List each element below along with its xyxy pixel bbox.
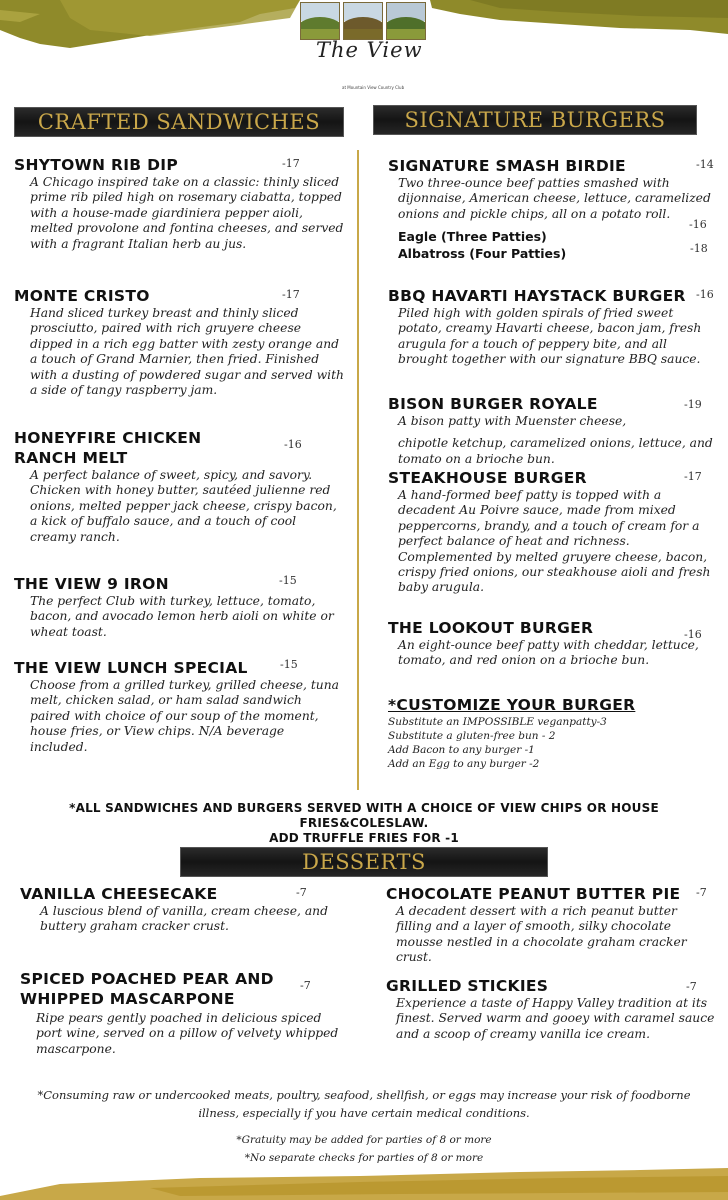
item-name: SPICED POACHED PEAR AND WHIPPED MASCARPONE <box>20 970 274 1008</box>
item-description: A perfect balance of sweet, spicy, and savory. Chicken with honey butter, sautéed julienne red onions, melted pepper jack cheese, crispy bacon, a kick of buffalo sauce, and a touch of cool creamy ranch. <box>30 468 337 544</box>
item-name: BBQ HAVARTI HAYSTACK BURGER <box>388 287 686 305</box>
item-price: -16 <box>696 288 714 301</box>
section-title: SIGNATURE BURGERS <box>404 108 666 132</box>
item-price: -14 <box>696 158 714 171</box>
item-price: -17 <box>684 470 702 483</box>
footer-checks: *No separate checks for parties of 8 or more <box>244 1152 484 1164</box>
menu-item <box>386 884 716 966</box>
section-banner-sandwiches <box>14 107 344 137</box>
section-title: DESSERTS <box>302 850 426 874</box>
item-description: A decadent dessert with a rich peanut butter filling and a layer of smooth, silky chocolate mousse nestled in a chocolate graham cracker crust. <box>396 904 687 965</box>
item-description: Ripe pears gently poached in delicious spiced port wine, served on a pillow of velvety whipped mascarpone. <box>36 1011 339 1056</box>
customize-burger <box>388 695 714 771</box>
section-banner-desserts <box>180 847 548 877</box>
item-description: Piled high with golden spirals of fried sweet potato, creamy Havarti cheese, bacon jam, fresh arugula for a touch of peppery bite, and all brought together with our signature BBQ sauce. <box>398 306 702 367</box>
item-name: THE LOOKOUT BURGER <box>388 619 594 637</box>
served-note-line: *ALL SANDWICHES AND BURGERS SERVED WITH A CHOICE OF VIEW CHIPS OR HOUSE <box>69 801 659 815</box>
burger-option: Albatross (Four Patties) <box>398 246 567 262</box>
served-note-line: ADD TRUFFLE FRIES FOR -1 <box>269 831 459 845</box>
menu-item <box>388 394 714 467</box>
item-price: -16 <box>284 438 302 451</box>
logo-subtitle: at Mountain View Country Club <box>342 85 405 90</box>
item-name: SIGNATURE SMASH BIRDIE <box>388 157 626 175</box>
item-price: -17 <box>282 157 300 170</box>
served-note <box>0 801 728 846</box>
item-name: THE VIEW LUNCH SPECIAL <box>14 659 248 677</box>
item-description: Hand sliced turkey breast and thinly sliced prosciutto, paired with rich gruyere cheese dipped in a rich egg batter with zesty orange and a touch of Grand Marnier, then fried. Finished with a dusting of powdered sugar and served with a side of tangy raspberry jam. <box>30 306 344 398</box>
customize-option: Substitute a gluten-free bun - 2 <box>388 730 556 742</box>
item-price: -7 <box>696 886 707 899</box>
section-title: CRAFTED SANDWICHES <box>37 110 321 134</box>
customize-option: Substitute an IMPOSSIBLE veganpatty-3 <box>388 716 607 728</box>
footer-gratuity: *Gratuity may be added for parties of 8 or more <box>236 1134 492 1146</box>
menu-item <box>388 156 714 262</box>
column-divider <box>357 150 359 790</box>
customize-option: Add an Egg to any burger -2 <box>388 758 540 770</box>
footer-warning: *Consuming raw or undercooked meats, poultry, seafood, shellfish, or eggs may increase your risk of foodborne illness, especially if you have certain medical conditions. <box>37 1088 691 1120</box>
logo <box>298 0 428 98</box>
item-price: -16 <box>684 628 702 641</box>
item-name: BISON BURGER ROYALE <box>388 395 598 413</box>
item-price: -7 <box>686 980 697 993</box>
item-name: CHOCOLATE PEANUT BUTTER PIE <box>386 885 681 903</box>
section-banner-burgers <box>373 105 697 135</box>
logo-photo <box>300 2 340 40</box>
menu-item <box>14 574 344 640</box>
item-description: Experience a taste of Happy Valley tradition at its finest. Served warm and gooey with caramel sauce and a scoop of creamy vanilla ice cream. <box>396 996 715 1041</box>
served-note-line: FRIES&COLESLAW. <box>299 816 429 830</box>
item-price: -7 <box>296 886 307 899</box>
item-description: A luscious blend of vanilla, cream cheese, and buttery graham cracker crust. <box>40 904 328 934</box>
logo-photo <box>386 2 426 40</box>
menu-item <box>388 618 714 669</box>
item-price: -17 <box>282 288 300 301</box>
item-description: A bison patty with Muenster cheese, <box>398 414 627 428</box>
menu-item <box>388 468 714 596</box>
customize-title: *CUSTOMIZE YOUR BURGER <box>388 696 636 714</box>
option-price: -18 <box>690 242 708 256</box>
item-name: HONEYFIRE CHICKEN RANCH MELT <box>14 429 202 467</box>
item-description: A Chicago inspired take on a classic: thinly sliced prime rib piled high on rosemary ciabatta, topped with a house-made giardiniera pepper aioli, melted provolone and fontina cheeses, and served with a fragrant Italian herb au jus. <box>30 175 344 251</box>
item-description: Two three-ounce beef patties smashed with dijonnaise, American cheese, lettuce, caramelized onions and pickle chips, all on a potato roll. <box>398 176 711 221</box>
item-name: MONTE CRISTO <box>14 287 150 305</box>
burger-option: Eagle (Three Patties) <box>398 229 547 245</box>
item-description: The perfect Club with turkey, lettuce, tomato, bacon, and avocado lemon herb aioli on white or wheat toast. <box>30 594 334 639</box>
item-name: THE VIEW 9 IRON <box>14 575 169 593</box>
item-description: A hand-formed beef patty is topped with a decadent Au Poivre sauce, made from mixed peppercorns, brandy, and a touch of cream for a perfect balance of heat and richness. Complemented by melted gruyere cheese, bacon, crispy fried onions, our steakhouse aioli and fresh baby arugula. <box>398 488 711 595</box>
item-description: An eight-ounce beef patty with cheddar, lettuce, tomato, and red onion on a brioche bun. <box>398 638 699 668</box>
item-price: -15 <box>280 658 298 671</box>
menu-item <box>386 976 716 1042</box>
item-name: STEAKHOUSE BURGER <box>388 469 587 487</box>
item-name: GRILLED STICKIES <box>386 977 549 995</box>
item-name: SHYTOWN RIB DIP <box>14 156 178 174</box>
menu-item <box>388 286 714 368</box>
menu-item <box>14 658 344 755</box>
item-name: VANILLA CHEESECAKE <box>20 885 218 903</box>
item-description: chipotle ketchup, caramelized onions, lettuce, and tomato on a brioche bun. <box>398 436 713 466</box>
menu-item <box>20 884 350 935</box>
item-price: -15 <box>279 574 297 587</box>
logo-photo <box>343 2 383 40</box>
menu-item <box>14 428 344 545</box>
logo-photos <box>300 2 426 40</box>
option-price: -16 <box>689 218 707 232</box>
item-price: -7 <box>300 979 311 992</box>
bottom-brush-decoration <box>0 1162 728 1200</box>
menu-item <box>14 286 344 398</box>
logo-text: The View <box>316 38 423 62</box>
customize-option: Add Bacon to any burger -1 <box>388 744 535 756</box>
item-description: Choose from a grilled turkey, grilled cheese, tuna melt, chicken salad, or ham salad sandwich paired with choice of our soup of the moment, house fries, or View chips. N/A beverage included. <box>30 678 339 754</box>
item-price: -19 <box>684 398 702 411</box>
menu-item <box>14 155 344 252</box>
menu-item <box>20 969 350 1057</box>
